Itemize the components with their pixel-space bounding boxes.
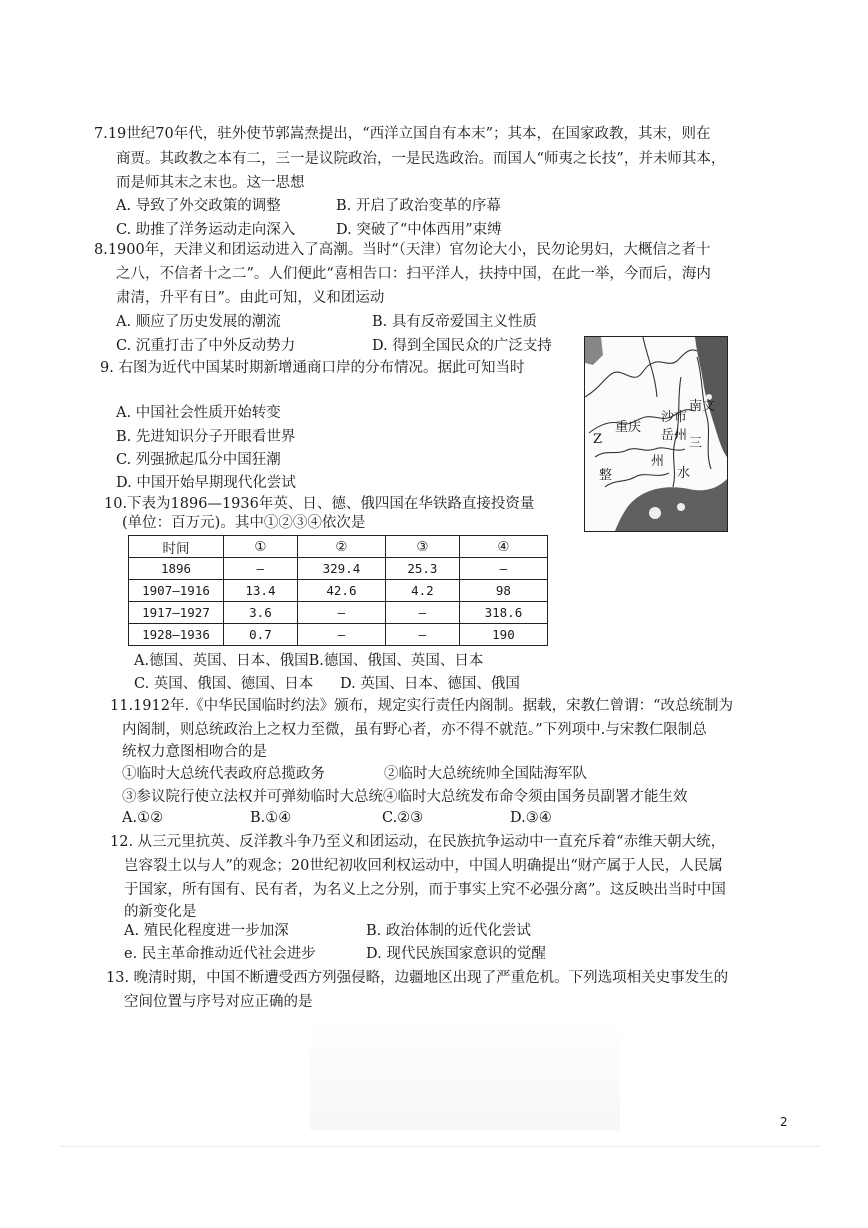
table-cell: 25.3: [385, 558, 459, 580]
faded-figure-area: [310, 1015, 620, 1130]
q11-option-d: D.③④: [510, 810, 552, 826]
q10-option-d: D. 英国、日本、德国、俄国: [340, 676, 520, 692]
table-cell: —: [297, 624, 385, 646]
map-label-yuezhou: 岳州: [661, 428, 688, 443]
table-cell: 4.2: [385, 580, 459, 602]
q13-stem-line-1: 13. 晚清时期，中国不断遭受西方列强侵略，边疆地区出现了严重危机。下列选项相关史事发生的: [106, 970, 729, 986]
table-header: ③: [385, 536, 459, 558]
q10-option-c: C. 英国、俄国、德国、日本: [134, 676, 314, 692]
q10-stem-line-1: 10.下表为1896—1936年英、日、德、俄四国在华铁路直接投资量: [104, 496, 535, 512]
map-label-shui: 水: [677, 466, 691, 481]
q11-option-a: A.①②: [122, 810, 164, 826]
q7-stem-line-1: 7.19世纪70年代，驻外使节郭嵩焘提出，“西洋立国自有本末”；其本，在国家政教，其末，则在: [94, 126, 711, 142]
q11-stem-line-2: 内阁制，则总统政治上之权力至微，虽有野心者，亦不得不就范。”下列项中.与宋教仁限制总: [122, 722, 707, 738]
table-header-row: [129, 536, 548, 558]
table-cell: —: [459, 558, 547, 580]
map-label-nanwen: 南文: [689, 399, 716, 414]
table-header: 时间: [129, 536, 224, 558]
q12-option-b: B. 政治体制的近代化尝试: [366, 923, 531, 939]
table-header: ①: [224, 536, 298, 558]
table-cell: 1928—1936: [129, 624, 224, 646]
q11-item-2: ②临时大总统统帅全国陆海军队: [384, 766, 587, 782]
q9-option-d: D. 中国开始早期现代化尝试: [116, 475, 296, 491]
investment-table: [128, 535, 548, 646]
q7-option-b: B. 开启了政治变革的序幕: [336, 198, 501, 214]
map-label-z: Z: [593, 432, 603, 447]
table-row: [129, 580, 548, 602]
q7-stem-line-3: 而是师其末之末也。这一思想: [116, 175, 305, 191]
map-label-san: 三: [689, 436, 703, 451]
table-cell: 3.6: [224, 602, 298, 624]
table-cell: 318.6: [459, 602, 547, 624]
page-bottom-rule: [60, 1146, 820, 1147]
q10-option-ab: A.德国、英国、日本、俄国B.德国、俄国、英国、日本: [134, 653, 484, 669]
table-cell: 329.4: [297, 558, 385, 580]
table-cell: 98: [459, 580, 547, 602]
table-cell: —: [224, 558, 298, 580]
table-header: ④: [459, 536, 547, 558]
q8-option-d: D. 得到全国民众的广泛支持: [372, 338, 552, 354]
map-drawing: [585, 337, 727, 531]
table-row: [129, 602, 548, 624]
q12-stem-line-1: 12. 从三元里抗英、反洋教斗争乃至义和团运动，在民族抗争运动中一直充斥着“赤维天朝大统，: [110, 834, 726, 850]
treaty-port-map: [584, 336, 728, 532]
q8-option-c: C. 沉重打击了中外反动势力: [116, 338, 296, 354]
table-cell: —: [385, 602, 459, 624]
table-cell: —: [297, 602, 385, 624]
q10-stem-line-2: (单位：百万元)。其中①②③④依次是: [122, 515, 366, 531]
table-cell: 13.4: [224, 580, 298, 602]
q11-option-b: B.①④: [250, 810, 292, 826]
q13-stem-line-2: 空间位置与序号对应正确的是: [124, 994, 313, 1010]
q12-stem-line-2: 岂容裂土以与人”的观念；20世纪初收回利权运动中，中国人明确提出“财产属于人民，人民属: [124, 858, 723, 874]
table-cell: —: [385, 624, 459, 646]
table-cell: 1896: [129, 558, 224, 580]
q8-stem-line-2: 之八，不信者十之二”。人们便此“喜相告口：扫平洋人，扶持中国，在此一举，今而后，海内: [116, 266, 711, 282]
table-row: [129, 624, 548, 646]
q12-stem-line-3: 于国家，所有国有、民有者，为名义上之分别，而于事实上究不必强分离”。这反映出当时中国: [124, 882, 726, 898]
q9-option-c: C. 列强掀起瓜分中国狂潮: [116, 452, 281, 468]
q12-stem-line-4: 的新变化是: [124, 904, 197, 920]
q8-stem-line-3: 肃清，升平有日”。由此可知，义和团运动: [116, 290, 385, 306]
q7-option-c: C. 助推了洋务运动走向深入: [116, 222, 296, 238]
table-row: [129, 558, 548, 580]
q7-option-a: A. 导致了外交政策的调整: [116, 198, 281, 214]
table-cell: 0.7: [224, 624, 298, 646]
table-cell: 190: [459, 624, 547, 646]
table-header: ②: [297, 536, 385, 558]
table-cell: 1917—1927: [129, 602, 224, 624]
q11-item-3-4: ③参议院行使立法权并可弹劾临时大总统④临时大总统发布命令须由国务员副署才能生效: [122, 789, 688, 805]
q9-option-a: A. 中国社会性质开始转变: [116, 405, 281, 421]
q11-stem-line-1: 11.1912年.《中华民国临时约法》颁布，规定实行责任内阁制。据载，宋教仁曾谓：“改总统制为: [110, 698, 733, 714]
q7-option-d: D. 突破了“中体西用”束缚: [336, 222, 502, 238]
table-cell: 1907—1916: [129, 580, 224, 602]
q11-item-1: ①临时大总统代表政府总揽政务: [122, 766, 325, 782]
map-label-zheng: 整: [599, 468, 613, 483]
q11-stem-line-3: 统权力意图相吻合的是: [122, 744, 267, 760]
map-label-chongqing: 重庆: [615, 420, 642, 435]
q11-option-c: C.②③: [382, 810, 424, 826]
q8-stem-line-1: 8.1900年，天津义和团运动进入了高潮。当时“（天津）官勿论大小，民勿论男妇，大概信之者十: [94, 242, 711, 258]
page-number: 2: [780, 1115, 788, 1129]
q12-option-d: D. 现代民族国家意识的觉醒: [366, 946, 546, 962]
table-cell: 42.6: [297, 580, 385, 602]
map-label-zhou: 州: [651, 454, 665, 469]
q8-option-a: A. 顺应了历史发展的潮流: [116, 314, 281, 330]
map-label-shashi: 沙市: [661, 410, 688, 425]
q9-stem: 9. 右图为近代中国某时期新增通商口岸的分布情况。据此可知当时: [100, 360, 525, 376]
q9-option-b: B. 先进知识分子开眼看世界: [116, 429, 296, 445]
q12-option-a: A. 殖民化程度进一步加深: [124, 923, 289, 939]
q8-option-b: B. 具有反帝爱国主义性质: [372, 314, 537, 330]
q12-option-c: e. 民主革命推动近代社会进步: [124, 946, 316, 962]
q7-stem-line-2: 商贾。其政教之本有二，三一是议院政治，一是民选政治。而国人“师夷之长技”，并未师其本，: [116, 151, 726, 167]
